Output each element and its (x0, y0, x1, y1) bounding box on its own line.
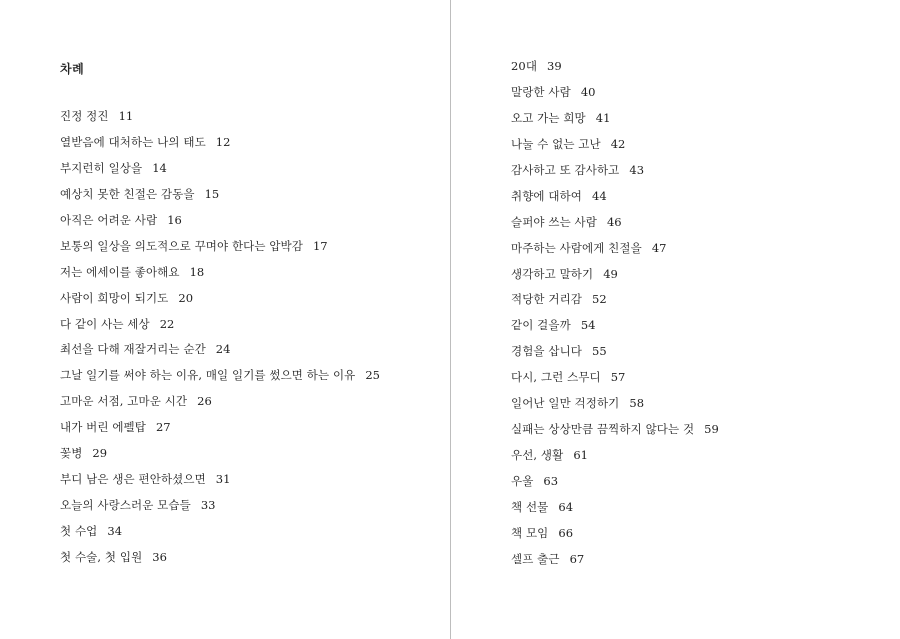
toc-entry-page-number: 52 (592, 292, 607, 307)
toc-entry-page-number: 33 (200, 498, 216, 513)
toc-entry[interactable] (511, 499, 719, 525)
toc-entry[interactable] (511, 58, 719, 84)
toc-entry-page-number: 63 (543, 474, 559, 488)
toc-entry[interactable] (60, 341, 380, 367)
toc-entry-page-number: 59 (704, 422, 719, 437)
toc-entry[interactable] (511, 551, 719, 577)
toc-entry[interactable] (511, 421, 719, 447)
toc-entry-page-number: 34 (107, 524, 123, 538)
toc-entry[interactable] (60, 134, 380, 160)
toc-entry[interactable] (60, 290, 380, 316)
toc-entry-title: 감사하고 또 감사하고 (511, 162, 620, 177)
toc-entry-page-number: 24 (215, 342, 231, 357)
toc-entry[interactable] (511, 240, 719, 266)
toc-entry[interactable] (511, 162, 719, 188)
right-page (451, 0, 900, 639)
toc-entry-title: 취향에 대하여 (511, 188, 583, 203)
toc-entry[interactable] (60, 186, 380, 212)
toc-entry-title: 첫 수업 (60, 524, 98, 538)
toc-entry-title: 20대 (511, 59, 538, 73)
toc-entry-page-number: 44 (592, 188, 607, 203)
toc-entry-title: 다시, 그런 스무디 (511, 370, 601, 385)
toc-entry-title: 열받음에 대처하는 나의 태도 (60, 134, 206, 149)
toc-entry-page-number: 22 (159, 316, 175, 331)
toc-entry-page-number: 41 (595, 110, 611, 125)
toc-entry[interactable] (60, 212, 380, 238)
toc-heading: 차례 (60, 62, 85, 76)
toc-list-left (60, 108, 380, 575)
toc-entry[interactable] (511, 525, 719, 551)
toc-entry-page-number: 47 (651, 240, 667, 255)
toc-entry-title: 아직은 어려운 사람 (60, 212, 158, 227)
toc-entry-title: 저는 에세이를 좋아해요 (60, 264, 180, 279)
toc-entry-title: 보통의 일상을 의도적으로 꾸며야 한다는 압박감 (60, 238, 303, 253)
toc-entry[interactable] (60, 419, 380, 445)
toc-entry[interactable] (60, 316, 380, 342)
toc-entry-page-number: 29 (92, 446, 108, 461)
toc-entry-page-number: 43 (629, 162, 645, 177)
toc-entry-page-number: 11 (118, 109, 134, 123)
toc-entry-page-number: 46 (606, 214, 622, 229)
toc-entry-page-number: 42 (610, 136, 626, 151)
toc-entry[interactable] (511, 343, 719, 369)
toc-entry-title: 같이 걸을까 (511, 318, 571, 333)
toc-entry[interactable] (60, 523, 380, 549)
toc-entry[interactable] (511, 291, 719, 317)
toc-entry-page-number: 27 (155, 420, 171, 435)
toc-entry[interactable] (511, 84, 719, 110)
toc-entry-title: 슬퍼야 쓰는 사람 (511, 214, 597, 229)
toc-entry-title: 부디 남은 생은 편안하셨으면 (60, 472, 206, 487)
toc-entry-title: 예상치 못한 친절은 감동을 (60, 186, 195, 201)
toc-entry-page-number: 49 (603, 266, 618, 281)
toc-entry-page-number: 16 (167, 212, 182, 227)
toc-entry-title: 고마운 서점, 고마운 시간 (60, 394, 188, 409)
toc-entry-title: 오고 가는 희망 (511, 110, 586, 125)
toc-entry-page-number: 54 (580, 318, 596, 333)
toc-entry[interactable] (511, 473, 719, 499)
toc-entry[interactable] (60, 549, 380, 575)
toc-entry-title: 다 같이 사는 세상 (60, 316, 150, 331)
toc-entry-page-number: 66 (558, 525, 574, 540)
toc-entry-title: 책 모임 (511, 525, 549, 540)
toc-entry-title: 첫 수술, 첫 입원 (60, 549, 143, 564)
toc-entry-page-number: 61 (573, 448, 588, 463)
toc-entry[interactable] (60, 160, 380, 186)
toc-entry[interactable] (511, 369, 719, 395)
toc-entry-title: 일어난 일만 걱정하기 (511, 396, 620, 411)
toc-entry-title: 최선을 다해 재잘거리는 순간 (60, 342, 206, 357)
toc-entry-page-number: 64 (558, 499, 574, 514)
toc-entry[interactable] (60, 264, 380, 290)
toc-entry[interactable] (511, 317, 719, 343)
toc-entry[interactable] (60, 393, 380, 419)
toc-entry[interactable] (60, 367, 380, 393)
toc-entry-title: 부지런히 일상을 (60, 160, 143, 175)
toc-entry-page-number: 17 (312, 238, 328, 253)
toc-entry-title: 내가 버린 에펠탑 (60, 420, 146, 435)
toc-entry[interactable] (511, 395, 719, 421)
toc-entry-title: 마주하는 사람에게 친절을 (511, 240, 642, 255)
toc-list-right (511, 58, 719, 577)
toc-entry-title: 말랑한 사람 (511, 84, 571, 99)
toc-entry[interactable] (60, 238, 380, 264)
toc-entry-title: 우선, 생활 (511, 448, 564, 463)
toc-entry-page-number: 25 (365, 368, 380, 383)
toc-entry-page-number: 15 (204, 186, 220, 201)
toc-entry-page-number: 12 (215, 134, 231, 149)
toc-entry[interactable] (511, 266, 719, 292)
toc-entry-title: 생각하고 말하기 (511, 266, 594, 281)
toc-entry[interactable] (60, 497, 380, 523)
toc-entry[interactable] (511, 188, 719, 214)
toc-entry-title: 꽃병 (60, 446, 83, 461)
toc-entry-title: 오늘의 사랑스러운 모습들 (60, 498, 191, 513)
toc-entry-title: 책 선물 (511, 499, 549, 514)
toc-entry-page-number: 26 (197, 394, 212, 409)
toc-entry-title: 경험을 삽니다 (511, 344, 583, 359)
toc-entry-page-number: 20 (178, 290, 194, 305)
toc-entry[interactable] (60, 108, 380, 134)
toc-entry[interactable] (511, 110, 719, 136)
toc-entry-title: 사람이 희망이 되기도 (60, 290, 169, 305)
toc-entry-page-number: 18 (189, 264, 205, 279)
toc-entry[interactable] (60, 445, 380, 471)
toc-entry[interactable] (511, 214, 719, 240)
toc-entry-page-number: 57 (610, 370, 626, 385)
toc-entry-page-number: 39 (547, 59, 562, 73)
toc-entry-page-number: 31 (215, 472, 231, 487)
toc-entry-page-number: 36 (152, 549, 167, 564)
toc-entry-title: 그날 일기를 써야 하는 이유, 매일 일기를 썼으면 하는 이유 (60, 368, 356, 383)
toc-entry-title: 실패는 상상만큼 끔찍하지 않다는 것 (511, 422, 695, 437)
toc-entry-page-number: 14 (152, 160, 167, 175)
toc-entry-page-number: 67 (569, 551, 585, 566)
toc-entry[interactable] (511, 447, 719, 473)
toc-entry-page-number: 55 (592, 344, 607, 359)
toc-entry[interactable] (60, 471, 380, 497)
toc-entry-title: 진정 정진 (60, 109, 109, 123)
toc-entry-title: 우울 (511, 474, 534, 488)
toc-entry-title: 나눌 수 없는 고난 (511, 136, 601, 151)
toc-entry-title: 셀프 출근 (511, 551, 560, 566)
toc-entry[interactable] (511, 136, 719, 162)
toc-entry-page-number: 40 (580, 84, 596, 99)
toc-entry-page-number: 58 (629, 396, 645, 411)
toc-entry-title: 적당한 거리감 (511, 292, 583, 307)
